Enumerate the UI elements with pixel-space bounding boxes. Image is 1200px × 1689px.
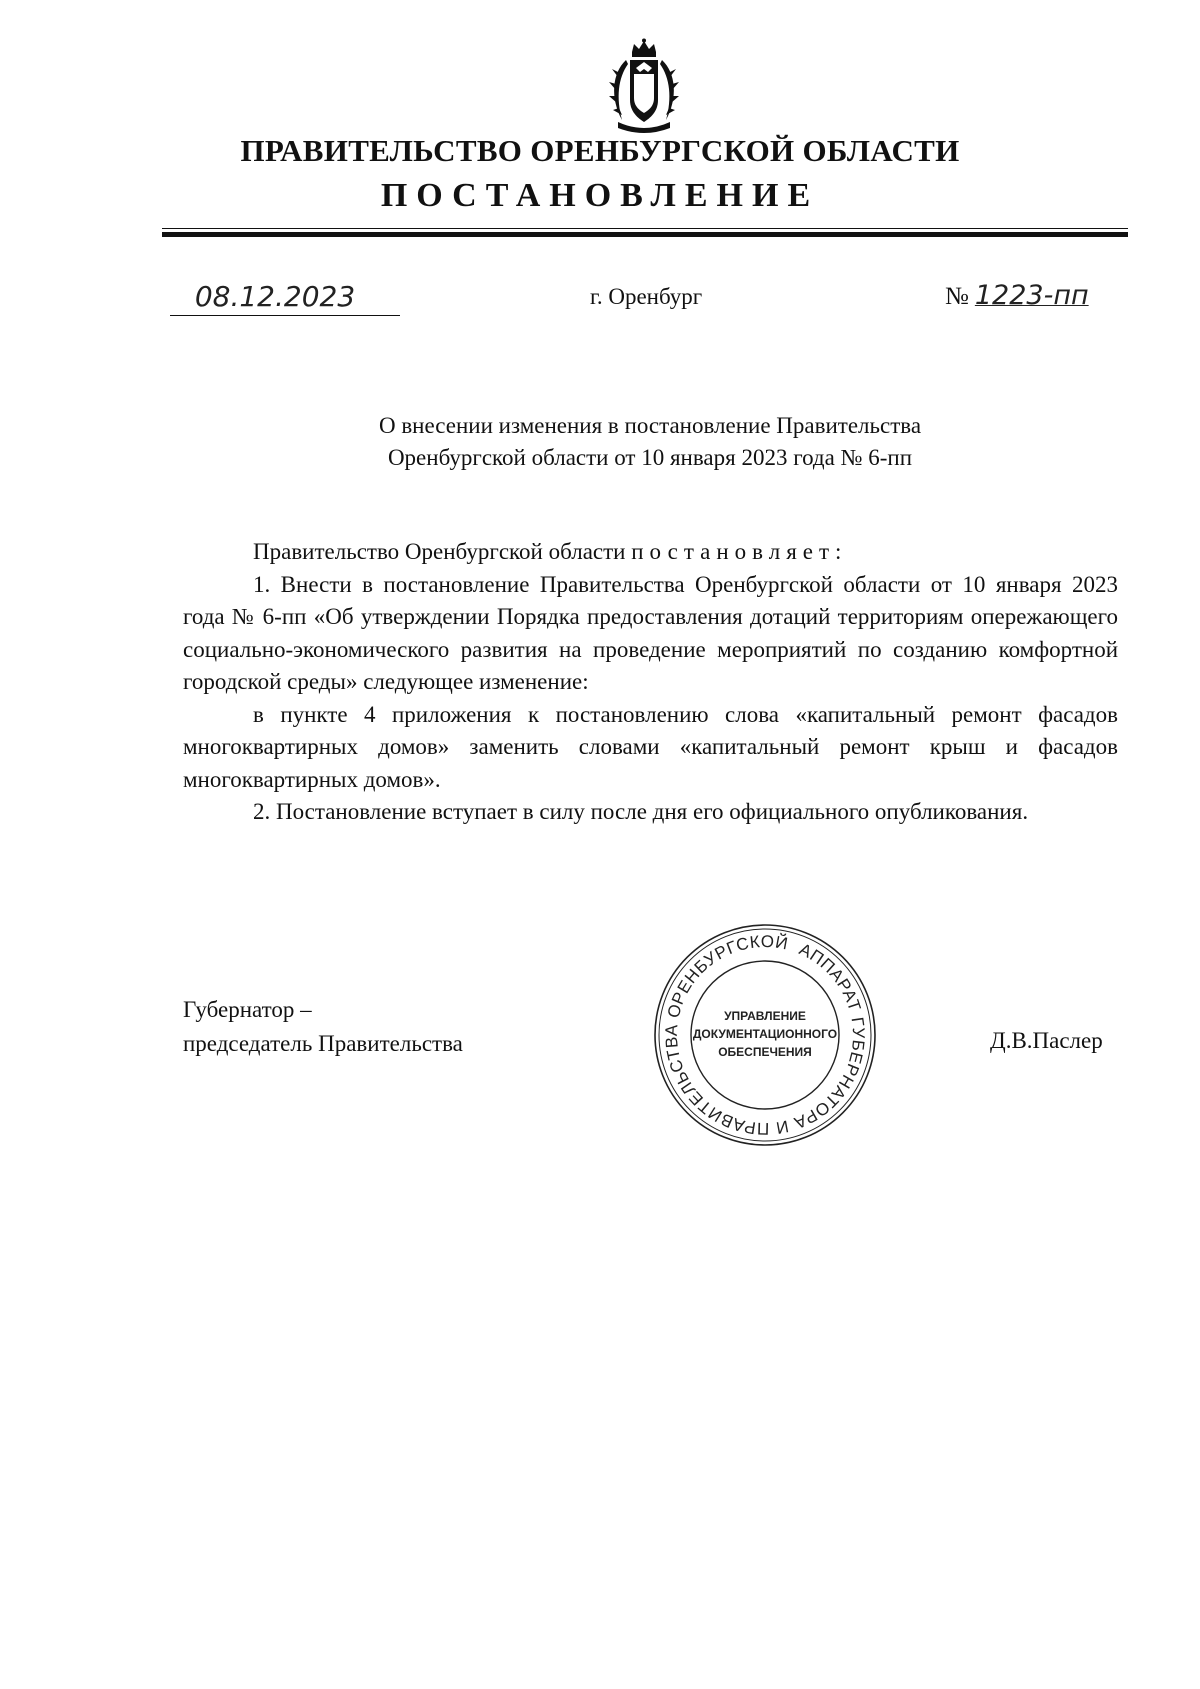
signatory-name: Д.В.Паслер — [990, 1028, 1103, 1053]
document-body — [183, 536, 1118, 829]
date-value: 08.12.2023 — [194, 280, 356, 313]
header-divider — [162, 232, 1128, 237]
document-type: ПОСТАНОВЛЕНИЕ — [380, 177, 820, 214]
official-seal — [650, 920, 880, 1150]
seal-center-line-2: ДОКУМЕНТАЦИОННОГО — [692, 1027, 838, 1041]
subject-line-2: Оренбургской области от 10 января 2023 года № 6-пп — [387, 445, 913, 470]
signatory-title-line-1: Губернатор – — [183, 997, 312, 1022]
document-subject — [0, 410, 1200, 474]
seal-center-line-1: УПРАВЛЕНИЕ — [724, 1009, 806, 1023]
paragraph-3: 2. Постановление вступает в силу после дня его официального опубликования. — [253, 799, 1029, 824]
preamble-colon: : — [835, 539, 842, 564]
government-name: ПРАВИТЕЛЬСТВО ОРЕНБУРГСКОЙ ОБЛАСТИ — [240, 133, 960, 168]
date-underline — [170, 315, 400, 316]
paragraph-1: 1. Внести в постановление Правительства Оренбургской области от 10 января 2023 года № 6-пп «Об утверждении Порядка предоставления дотаций территориям опережающего социально-экономического развития на проведение мероприятий по созданию комфортной городской среды» следующее изменение: — [183, 571, 1118, 694]
seal-center-line-3: ОБЕСПЕЧЕНИЯ — [718, 1045, 812, 1059]
document-city: г. Оренбург — [590, 284, 703, 309]
document-date — [170, 280, 400, 316]
number-prefix: № — [945, 283, 969, 310]
subject-line-1: О внесении изменения в постановление Правительства — [378, 413, 922, 438]
preamble-lead: Правительство Оренбургской области — [253, 539, 632, 564]
number-value: 1223-пп — [974, 280, 1089, 311]
seal-ring-text: АППАРАТ ГУБЕРНАТОРА И ПРАВИТЕЛЬСТВА ОРЕНБУРГСКОЙ — [661, 931, 869, 1139]
document-number — [945, 280, 1089, 311]
paragraph-2: в пункте 4 приложения к постановлению слова «капитальный ремонт фасадов многоквартирных домов» заменить словами «капитальный ремонт крыш и фасадов многоквартирных домов». — [183, 701, 1118, 792]
preamble-verb: постановляет — [631, 539, 836, 564]
signatory-title — [183, 993, 463, 1061]
signatory-title-line-2: председатель Правительства — [183, 1031, 463, 1056]
coat-of-arms-icon — [604, 38, 684, 138]
preamble — [183, 536, 1118, 569]
header-divider-thin — [162, 228, 1128, 229]
